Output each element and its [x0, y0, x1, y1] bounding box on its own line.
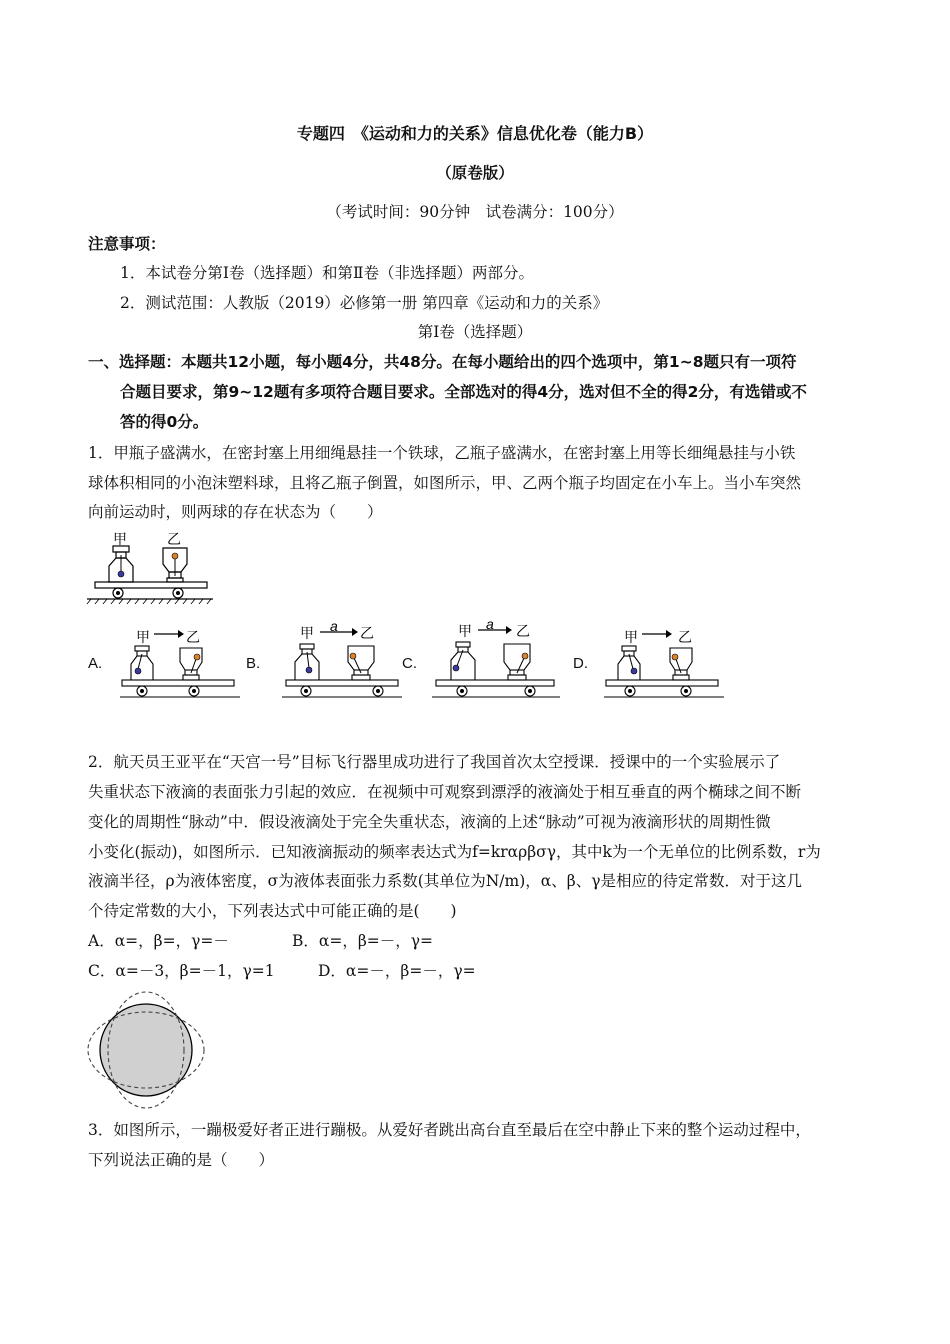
notes-item-1: 1．本试卷分第Ⅰ卷（选择题）和第Ⅱ卷（非选择题）两部分。	[120, 264, 535, 282]
page-subtitle: （原卷版）	[436, 164, 514, 182]
exam-info: （考试时间：90分钟 试卷满分：100分）	[326, 203, 624, 221]
bottle-yi-label: 乙	[167, 531, 181, 547]
q2-option-c[interactable]: C．α=－3，β=－1，γ=1	[88, 962, 275, 980]
section-instructions-line-1: 一、选择题：本题共12小题，每小题4分，共48分。在每小题给出的四个选项中，第1~8题只有一项符	[88, 353, 797, 371]
q2-text-line-5: 液滴半径，ρ为液体密度，σ为液体表面张力系数(其单位为N/m)，α、β、γ是相应的待定常数．对于这几	[88, 872, 802, 890]
q1-option-a-figure	[120, 624, 240, 700]
q1-text-line-1: 1．甲瓶子盛满水，在密封塞上用细绳悬挂一个铁球，乙瓶子盛满水，在密封塞上用等长细绳悬挂与小铁	[88, 444, 796, 462]
q3-text-line-2: 下列说法正确的是（ ）	[88, 1151, 275, 1169]
notes-heading: 注意事项：	[88, 235, 166, 253]
q2-text-line-1: 2．航天员王亚平在“天宫一号”目标飞行器里成功进行了我国首次太空授课．授课中的一个实验展示了	[88, 753, 781, 771]
foam-ball	[172, 553, 178, 559]
page-title: 专题四 《运动和力的关系》信息优化卷（能力B）	[296, 124, 654, 143]
q2-option-b[interactable]: B．α=，β=－，γ=	[292, 932, 434, 950]
bottle-jia-label: 甲	[113, 531, 127, 547]
q2-option-a[interactable]: A．α=，β=，γ=－	[88, 932, 229, 950]
q1-option-a-label[interactable]: A.	[88, 655, 103, 672]
bottle-jia-label: 甲	[136, 629, 150, 645]
q1-option-b-figure	[282, 620, 402, 700]
q1-text-line-2: 球体积相同的小泡沫塑料球，且将乙瓶子倒置，如图所示，甲、乙两个瓶子均固定在小车上。当小车突然	[88, 474, 802, 492]
section-instructions-line-3: 答的得0分。	[120, 413, 209, 431]
notes-item-2: 2．测试范围：人教版（2019）必修第一册 第四章《运动和力的关系》	[120, 294, 609, 312]
bottle-yi-label: 乙	[678, 629, 692, 645]
q1-option-d-label[interactable]: D.	[573, 655, 588, 672]
bottle-jia-label: 甲	[624, 629, 638, 645]
bottle-yi-label: 乙	[186, 629, 200, 645]
q1-option-c-label[interactable]: C.	[402, 655, 417, 672]
accel-label: a	[486, 616, 494, 632]
bottle-jia-label: 甲	[300, 625, 314, 641]
section-heading: 第Ⅰ卷（选择题）	[417, 323, 533, 341]
accel-label: a	[330, 618, 338, 634]
q3-text-line-1: 3．如图所示，一蹦极爱好者正进行蹦极。从爱好者跳出高台直至最后在空中静止下来的整个运动过程中，	[88, 1121, 811, 1139]
bottle-yi-label: 乙	[360, 625, 374, 641]
bottle-jia-label: 甲	[458, 623, 472, 639]
q2-option-d[interactable]: D．α=－，β=－，γ=	[318, 962, 476, 980]
q1-option-d-figure	[604, 624, 724, 700]
q2-text-line-4: 小变化(振动)，如图所示．已知液滴振动的频率表达式为f=krαρβσγ，其中k为一个无单位的比例系数，r为	[88, 843, 821, 861]
section-instructions-line-2: 合题目要求，第9~12题有多项符合题目要求。全部选对的得4分，选对但不全的得2分，有选错或不	[120, 383, 807, 401]
droplet-figure	[84, 988, 208, 1112]
q1-text-line-3: 向前运动时，则两球的存在状态为（ ）	[88, 503, 383, 521]
q1-option-c-figure	[432, 618, 560, 700]
q2-text-line-6: 个待定常数的大小，下列表达式中可能正确的是( )	[88, 902, 457, 920]
iron-ball	[118, 571, 124, 577]
q2-text-line-3: 变化的周期性“脉动”中．假设液滴处于完全失重状态，液滴的上述“脉动”可视为液滴形状的周期性微	[88, 813, 771, 831]
q1-main-figure	[85, 528, 215, 608]
q2-text-line-2: 失重状态下液滴的表面张力引起的效应．在视频中可观察到漂浮的液滴处于相互垂直的两个椭球之间不断	[88, 783, 802, 801]
q1-option-b-label[interactable]: B.	[246, 655, 261, 672]
bottle-yi-label: 乙	[516, 623, 530, 639]
